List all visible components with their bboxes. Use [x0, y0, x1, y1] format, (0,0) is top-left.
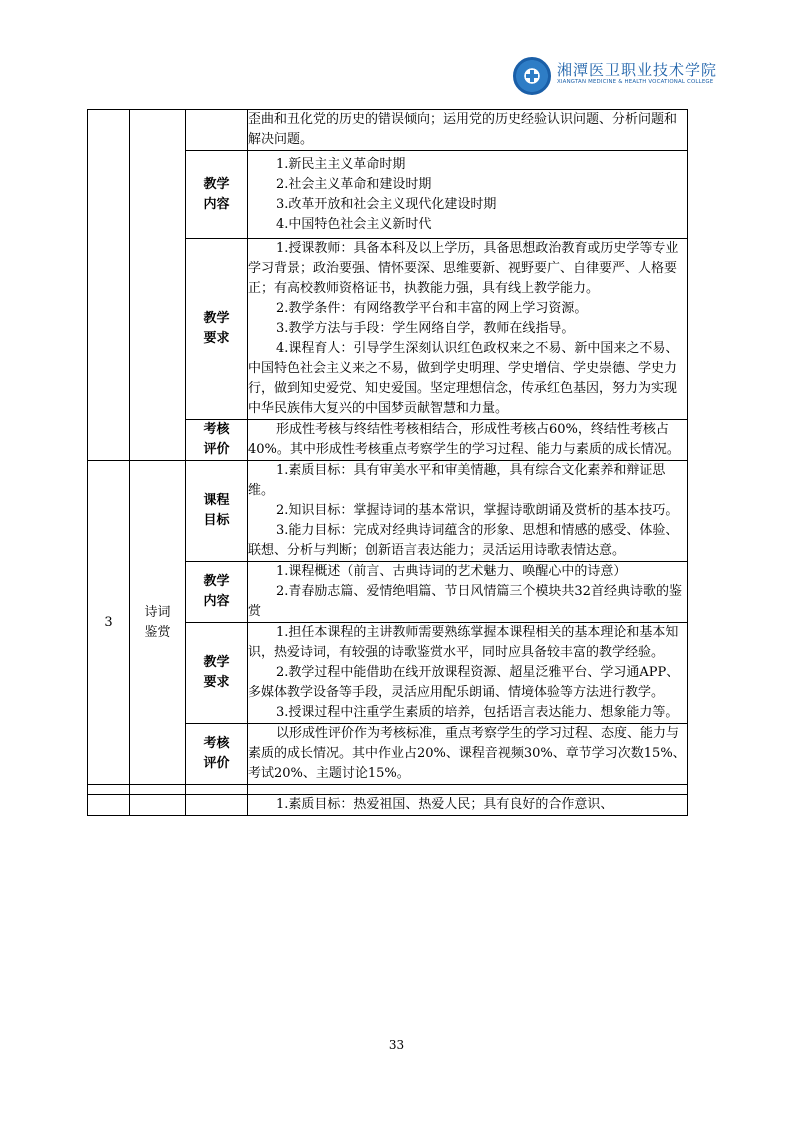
- list-item: 3.能力目标：完成对经典诗词蕴含的形象、思想和情感的感受、体验、联想、分析与判断；创新语言表达能力；灵活运用诗歌表情达意。: [248, 523, 679, 558]
- table-row: [88, 461, 688, 562]
- list-item: 2.知识目标：掌握诗词的基本常识，掌握诗歌朗诵及赏析的基本技巧。: [276, 503, 679, 518]
- requirements-label: 教学 要求: [186, 239, 248, 420]
- goals-label: 课程 目标: [186, 461, 248, 562]
- assessment-label: 考核 评价: [186, 420, 248, 461]
- list-item: 2.教学过程中能借助在线开放课程资源、超星泛雅平台、学习通APP、多媒体教学设备等手段，灵活应用配乐朗诵、情境体验等方法进行教学。: [248, 665, 680, 700]
- assessment-text: 形成性考核与终结性考核相结合，形成性考核占60%，终结性考核占40%。其中形成性考核重点考察学生的学习过程、能力与素质的成长情况。: [248, 422, 680, 457]
- page-number: 33: [388, 1038, 405, 1052]
- list-item: 1.素质目标：具有审美水平和审美情趣，具有综合文化素养和辩证思维。: [248, 463, 666, 498]
- assessment-text: 以形成性评价作为考核标准，重点考察学生的学习过程、态度、能力与素质的成长情况。其中作业占20%、课程音视频30%、章节学习次数15%、考试20%、主题讨论15%。: [248, 726, 686, 781]
- medical-cross-icon: [526, 70, 538, 82]
- list-item: 1.担任本课程的主讲教师需要熟练掌握本课程相关的基本理论和基本知识，热爱诗词，有较强的诗歌鉴赏水平，同时应具备较丰富的教学经验。: [248, 625, 679, 660]
- next-course-text: 1.素质目标：热爱祖国、热爱人民；具有良好的合作意识、: [276, 797, 614, 812]
- label-cell: [186, 110, 248, 151]
- requirements-cell: [248, 239, 688, 420]
- assessment-label: 考核 评价: [186, 724, 248, 785]
- content-label: 教学 内容: [186, 151, 248, 239]
- list-item: 1.课程概述（前言、古典诗词的艺术魅力、唤醒心中的诗意）: [276, 564, 627, 579]
- requirements-label: 教学 要求: [186, 623, 248, 724]
- course-name-cell: [130, 110, 186, 461]
- list-item: 2.青春励志篇、爱情绝唱篇、节日风情篇三个模块共32首经典诗歌的鉴赏: [248, 584, 682, 619]
- assessment-cell: [248, 420, 688, 461]
- course-number: 3: [88, 461, 130, 785]
- list-item: 4.中国特色社会主义新时代: [276, 216, 432, 232]
- content-label: 教学 内容: [186, 562, 248, 623]
- table-row: [88, 785, 688, 795]
- list-item: 3.改革开放和社会主义现代化建设时期: [276, 196, 497, 212]
- list-item: 3.授课过程中注重学生素质的培养，包括语言表达能力、想象能力等。: [276, 705, 679, 720]
- content-cell: [248, 151, 688, 239]
- college-name-en: XIANGTAN MEDICINE & HEALTH VOCATIONAL COLLEGE: [557, 79, 714, 85]
- list-item: 2.教学条件：有网络教学平台和丰富的网上学习资源。: [276, 301, 588, 316]
- list-item: 3.教学方法与手段：学生网络自学，教师在线指导。: [276, 321, 575, 336]
- list-item: 4.课程育人：引导学生深刻认识红色政权来之不易、新中国来之不易、中国特色社会主义来之不易，做到学史明理、学史增信、学史崇德、学史力行，做到知史爱党、知史爱国。坚定理想信念，传承红色基因，努力为实现中华民族伟大复兴的中国梦贡献智慧和力量。: [248, 341, 679, 416]
- course-table: [87, 109, 688, 816]
- college-logo: [505, 55, 718, 97]
- goal-tail-text: 歪曲和丑化党的历史的错误倾向；运用党的历史经验认识问题、分析问题和解决问题。: [248, 112, 678, 147]
- content-cell: [248, 562, 688, 623]
- list-item: 1.授课教师：具备本科及以上学历，具备思想政治教育或历史学等专业学习背景；政治要强、情怀要深、思维要新、视野要广、自律要严、人格要正；有高校教师资格证书，执教能力强，具有线上教学能力。: [248, 241, 679, 296]
- list-item: 2.社会主义革命和建设时期: [276, 176, 432, 192]
- next-course-cell: [248, 795, 688, 816]
- goal-tail-cell: [248, 110, 688, 151]
- goals-cell: [248, 461, 688, 562]
- assessment-cell: [248, 724, 688, 785]
- table-row: [88, 110, 688, 151]
- course-name: 诗词 鉴赏: [130, 461, 186, 785]
- list-item: 1.新民主主义革命时期: [276, 156, 406, 172]
- requirements-cell: [248, 623, 688, 724]
- college-name: 湘潭医卫职业技术学院: [557, 61, 718, 79]
- course-number-cell: [88, 110, 130, 461]
- table-row: [88, 795, 688, 816]
